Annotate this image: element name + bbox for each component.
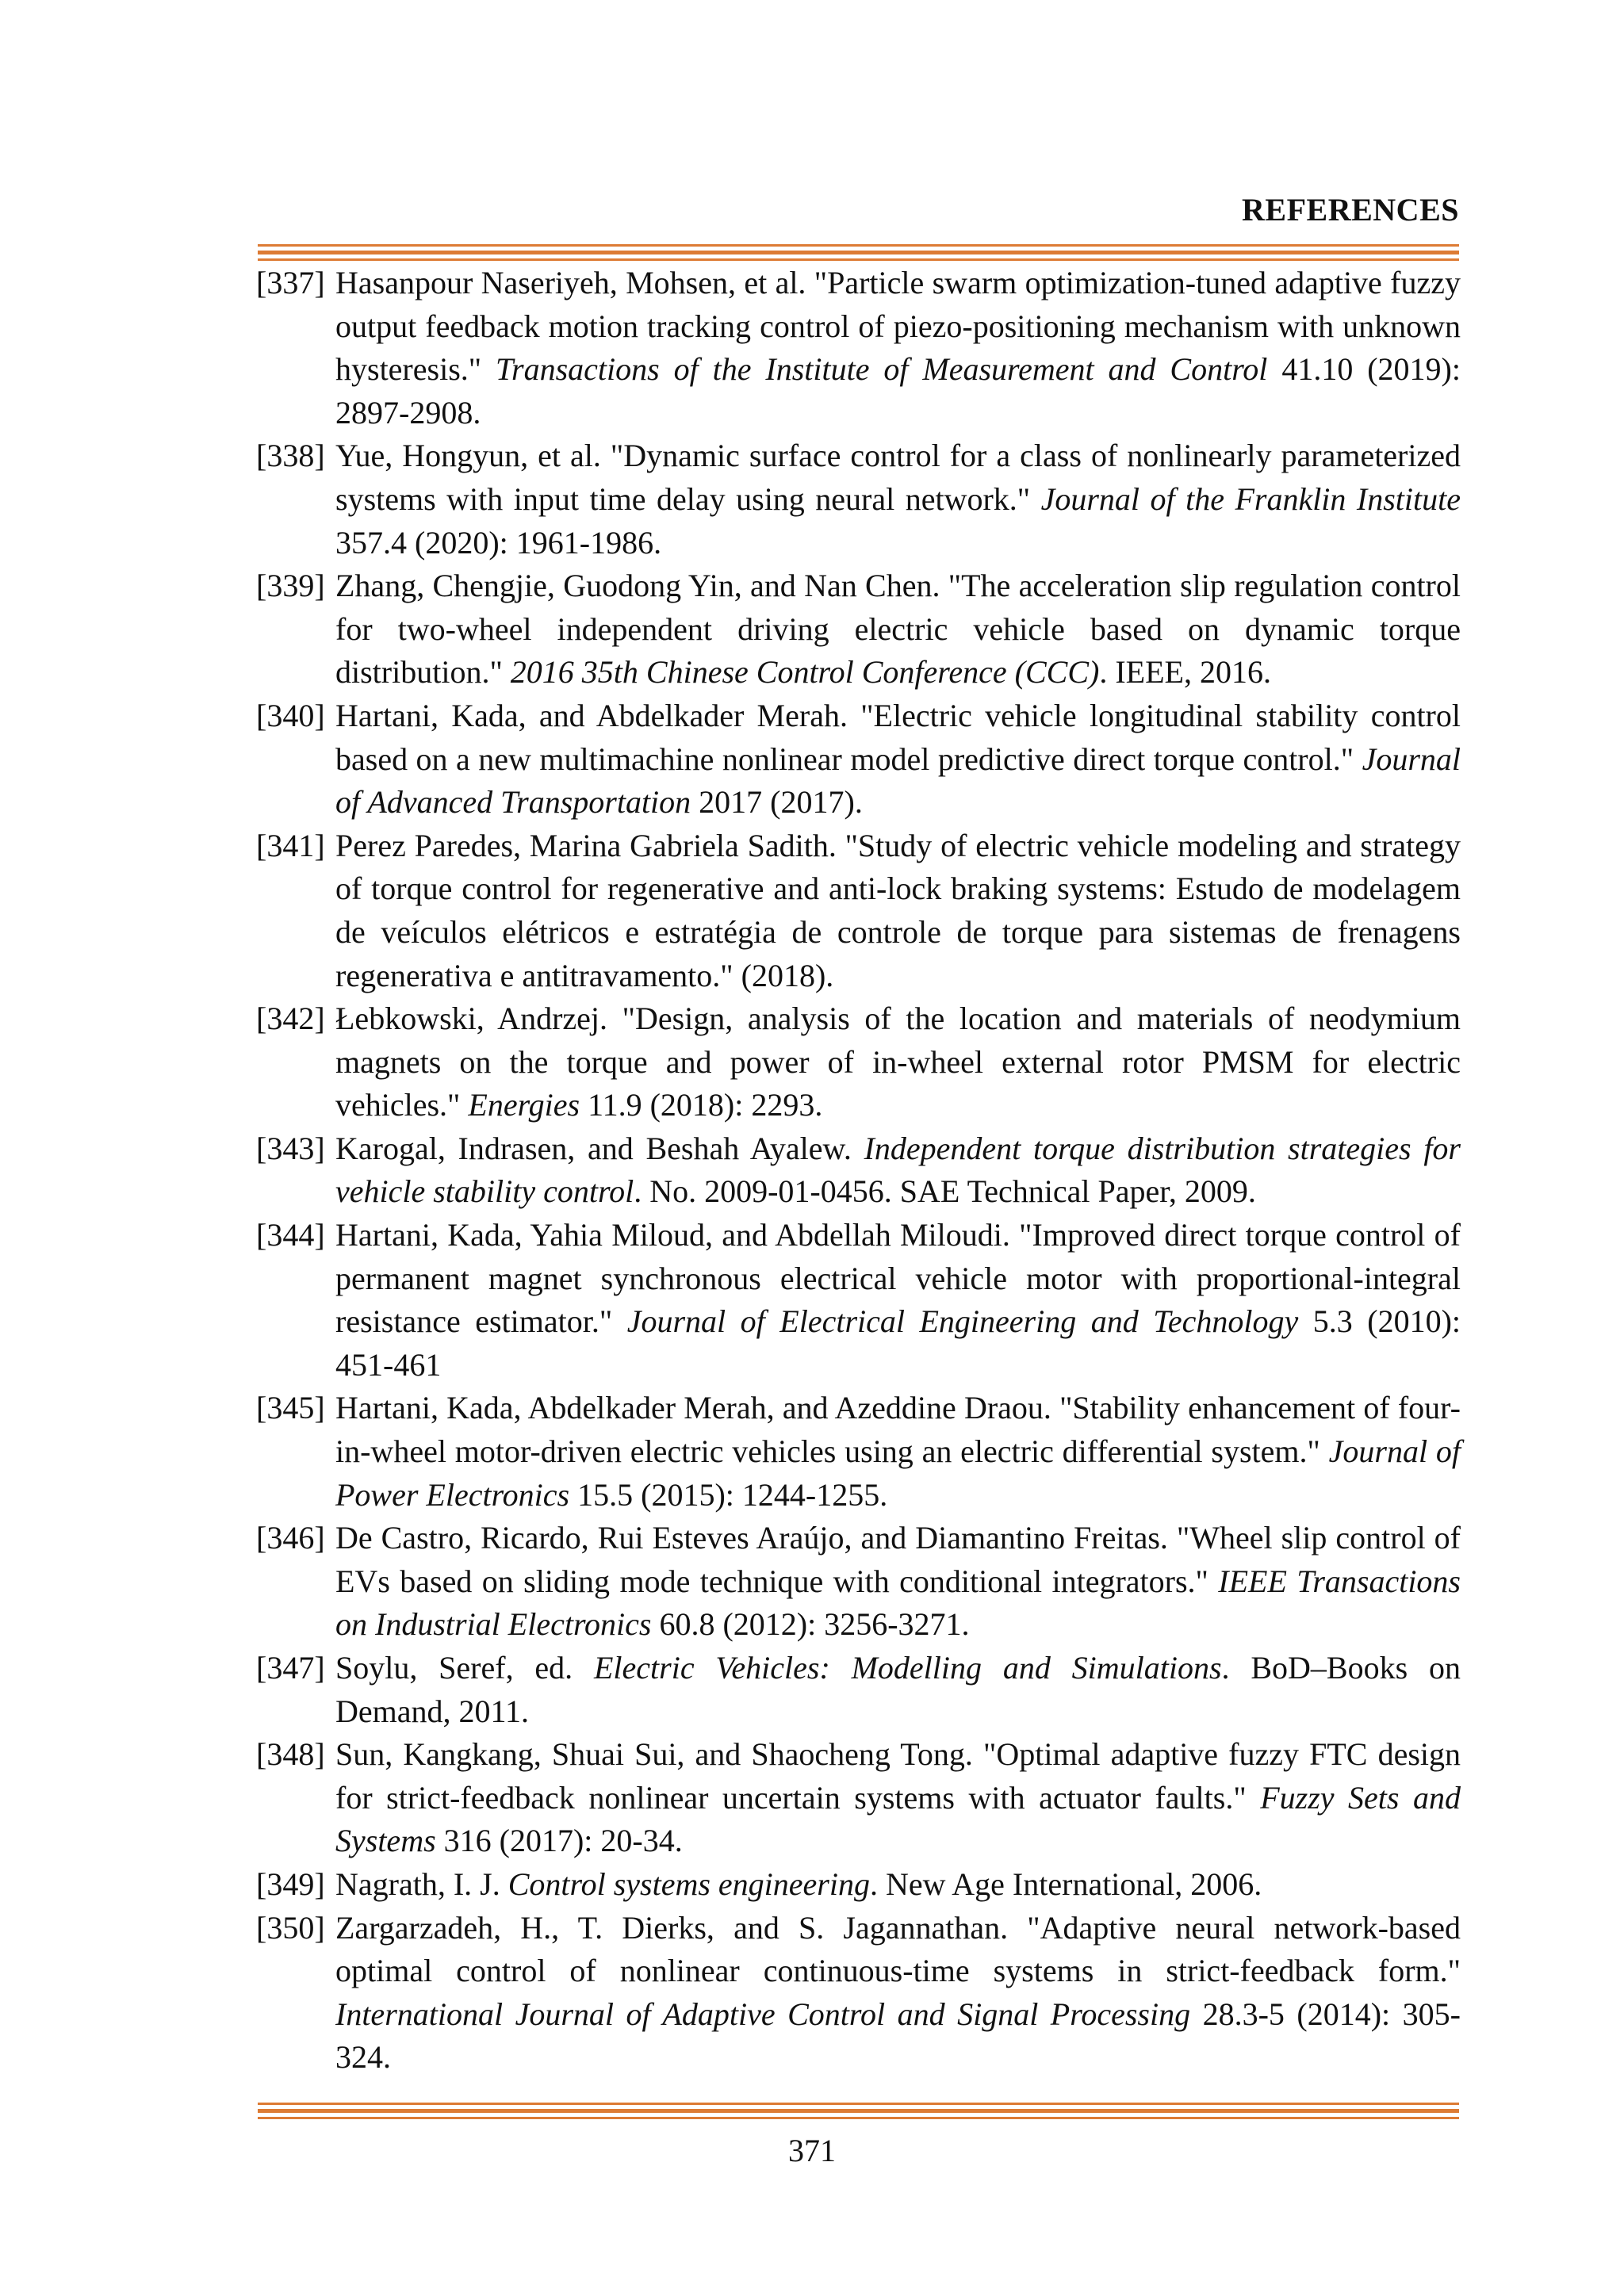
reference-source-title: Journal of the Franklin Institute — [1040, 480, 1461, 517]
reference-entry — [256, 695, 1461, 825]
reference-number: [347] — [256, 1650, 325, 1686]
reference-entry — [256, 1214, 1461, 1387]
reference-text-segment: . New Age International, 2006. — [869, 1866, 1262, 1902]
reference-text-segment: 316 (2017): 20-34. — [435, 1823, 683, 1859]
reference-number: [340] — [256, 697, 325, 733]
reference-list — [256, 262, 1461, 2080]
reference-source-title: 2016 35th Chinese Control Conference (CCC) — [510, 654, 1100, 691]
reference-text-segment: Hasanpour Naseriyeh, Mohsen, et al. "Particle swarm optimization-tuned adaptive fuzzy output feedback motion tracking control of piezo-positioning mechanism with unknown hysteresis." — [335, 265, 1461, 388]
reference-source-title: Fuzzy Sets and Systems — [335, 1779, 1461, 1859]
reference-entry — [256, 997, 1461, 1127]
reference-text-segment: 2017 (2017). — [691, 784, 863, 821]
reference-text — [335, 698, 1461, 820]
reference-text — [335, 1217, 1461, 1383]
reference-text — [335, 1736, 1461, 1858]
reference-text — [335, 828, 1461, 993]
reference-number: [341] — [256, 827, 325, 863]
reference-number: [345] — [256, 1390, 325, 1426]
reference-text — [335, 1866, 1262, 1902]
reference-source-title: Journal of Power Electronics — [335, 1433, 1461, 1513]
reference-source-title: Independent torque distribution strategies for vehicle stability control — [335, 1130, 1461, 1210]
reference-text-segment: Yue, Hongyun, et al. "Dynamic surface control for a class of nonlinearly parameterized systems with input time delay using neural network." — [335, 438, 1461, 517]
reference-text-segment: Zhang, Chengjie, Guodong Yin, and Nan Chen. "The acceleration slip regulation control for two-wheel independent driving electric vehicle based on dynamic torque distribution." — [335, 568, 1461, 691]
reference-entry — [256, 1863, 1461, 1907]
reference-entry — [256, 564, 1461, 695]
reference-text-segment: Perez Paredes, Marina Gabriela Sadith. "Study of electric vehicle modeling and strategy of torque control for regenerative and anti-lock braking systems: Estudo de modelagem de veículos elétricos e estratégia de controle de torque para sistemas de frenagens regenerativa e antitravamento." (2018). — [335, 827, 1461, 993]
reference-text-segment: 41.10 (2019): 2897-2908. — [335, 351, 1461, 430]
reference-text-segment: 60.8 (2012): 3256-3271. — [651, 1606, 970, 1643]
reference-number: [346] — [256, 1520, 325, 1556]
reference-entry — [256, 1733, 1461, 1863]
reference-text — [335, 1520, 1461, 1642]
reference-text-segment: De Castro, Ricardo, Rui Esteves Araújo, and Diamantino Freitas. "Wheel slip control of EVs based on sliding mode technique with conditional integrators." — [335, 1520, 1461, 1599]
page-header-title: REFERENCES — [1242, 192, 1459, 228]
reference-text-segment: . IEEE, 2016. — [1099, 654, 1271, 691]
reference-source-title: IEEE Transactions on Industrial Electronics — [335, 1563, 1461, 1643]
reference-text-segment: Hartani, Kada, Abdelkader Merah, and Azeddine Draou. "Stability enhancement of four-in-wheel motor-driven electric vehicles using an electric differential system." — [335, 1390, 1461, 1470]
reference-entry — [256, 1647, 1461, 1733]
reference-entry — [256, 262, 1461, 434]
header-rule — [258, 244, 1459, 262]
reference-source-title: Electric Vehicles: Modelling and Simulations — [593, 1650, 1222, 1686]
reference-number: [350] — [256, 1909, 325, 1946]
reference-entry — [256, 1517, 1461, 1647]
reference-number: [344] — [256, 1217, 325, 1253]
reference-text-segment: Nagrath, I. J. — [335, 1866, 508, 1902]
reference-text — [335, 1131, 1461, 1210]
reference-number: [338] — [256, 438, 325, 474]
reference-source-title: Journal of Advanced Transportation — [335, 740, 1461, 821]
reference-number: [342] — [256, 1001, 325, 1037]
reference-text — [335, 568, 1461, 690]
reference-text-segment: 15.5 (2015): 1244-1255. — [569, 1476, 888, 1513]
reference-source-title: International Journal of Adaptive Control and Signal Processing — [335, 1996, 1191, 2032]
reference-number: [348] — [256, 1736, 325, 1773]
reference-number: [343] — [256, 1130, 325, 1166]
reference-entry — [256, 1127, 1461, 1214]
reference-text-segment: Hartani, Kada, Yahia Miloud, and Abdellah Miloudi. "Improved direct torque control of permanent magnet synchronous electrical vehicle motor with proportional-integral resistance estimator." — [335, 1217, 1461, 1340]
reference-source-title: Energies — [468, 1087, 580, 1123]
reference-entry — [256, 825, 1461, 997]
footer-rule — [258, 2103, 1459, 2120]
reference-source-title: Transactions of the Institute of Measurement and Control — [495, 351, 1268, 388]
reference-text-segment: Sun, Kangkang, Shuai Sui, and Shaocheng Tong. "Optimal adaptive fuzzy FTC design for strict-feedback nonlinear uncertain systems with actuator faults." — [335, 1736, 1461, 1816]
reference-text-segment: Karogal, Indrasen, and Beshah Ayalew. — [335, 1130, 864, 1166]
reference-text-segment: . BoD–Books on Demand, 2011. — [335, 1650, 1461, 1729]
reference-text-segment: 11.9 (2018): 2293. — [580, 1087, 823, 1123]
reference-source-title: Journal of Electrical Engineering and Technology — [626, 1303, 1299, 1340]
reference-text-segment: 5.3 (2010): 451-461 — [335, 1303, 1461, 1383]
reference-text-segment: Hartani, Kada, and Abdelkader Merah. "Electric vehicle longitudinal stability control based on a new multimachine nonlinear model predictive direct torque control." — [335, 697, 1461, 777]
reference-number: [337] — [256, 265, 325, 300]
reference-text — [335, 1910, 1461, 2076]
reference-text-segment: Zargarzadeh, H., T. Dierks, and S. Jagannathan. "Adaptive neural network-based optimal control of nonlinear continuous-time systems in strict-feedback form." — [335, 1909, 1461, 1989]
reference-text-segment: . No. 2009-01-0456. SAE Technical Paper, 2009. — [634, 1173, 1256, 1210]
reference-text — [335, 1390, 1461, 1512]
reference-text-segment: 357.4 (2020): 1961-1986. — [335, 524, 662, 561]
reference-text-segment: Łebkowski, Andrzej. "Design, analysis of the location and materials of neodymium magnets on the torque and power of in-wheel external rotor PMSM for electric vehicles." — [335, 1001, 1461, 1123]
reference-entry — [256, 1907, 1461, 2080]
reference-text-segment: 28.3-5 (2014): 305-324. — [335, 1996, 1461, 2076]
page-number: 371 — [788, 2133, 836, 2168]
reference-entry — [256, 434, 1461, 564]
reference-text — [335, 438, 1461, 560]
reference-entry — [256, 1387, 1461, 1517]
reference-text — [335, 1650, 1461, 1729]
reference-text — [335, 265, 1461, 430]
reference-number: [349] — [256, 1866, 325, 1902]
reference-number: [339] — [256, 568, 325, 604]
reference-text — [335, 1001, 1461, 1123]
reference-text-segment: Soylu, Seref, ed. — [335, 1650, 594, 1686]
reference-source-title: Control systems engineering — [508, 1866, 870, 1902]
